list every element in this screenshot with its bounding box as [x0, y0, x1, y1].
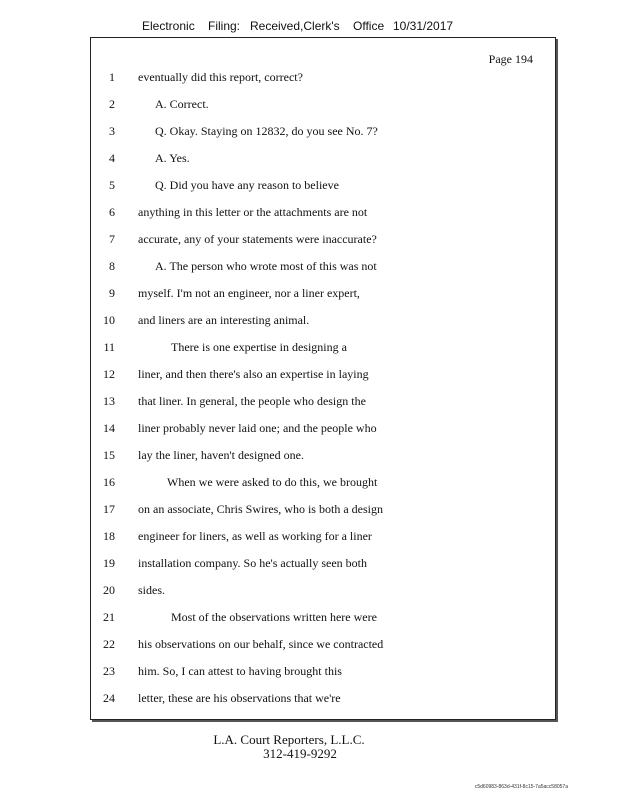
line-text: eventually did this report, correct?	[138, 70, 303, 84]
line-number: 7	[109, 232, 115, 246]
line-text: Q. Okay. Staying on 12832, do you see No. 7?	[155, 124, 378, 138]
line-number: 16	[103, 475, 115, 489]
line-number: 6	[109, 205, 115, 219]
line-text: A. Yes.	[155, 151, 190, 165]
line-text: installation company. So he's actually seen both	[138, 556, 368, 570]
line-number: 20	[103, 583, 115, 597]
line-text: liner probably never laid one; and the people who	[138, 421, 377, 435]
line-number: 24	[103, 691, 115, 705]
line-text: liner, and then there's also an expertise in laying	[138, 367, 369, 381]
line-number: 12	[103, 367, 115, 381]
line-text: anything in this letter or the attachments are not	[138, 205, 368, 219]
line-text: A. The person who wrote most of this was not	[155, 259, 377, 273]
line-number: 10	[103, 313, 115, 327]
line-number: 3	[109, 124, 115, 138]
line-number: 19	[103, 556, 115, 570]
reporter-footer	[0, 733, 618, 761]
line-text: his observations on our behalf, since we contracted	[138, 637, 384, 651]
line-number: 5	[109, 178, 115, 192]
line-number: 13	[103, 394, 115, 408]
line-text: There is one expertise in designing a	[171, 340, 347, 354]
line-text: engineer for liners, as well as working for a liner	[138, 529, 372, 543]
line-number: 8	[109, 259, 115, 273]
filing-word-electronic: Electronic	[142, 19, 195, 33]
line-text: him. So, I can attest to having brought this	[138, 664, 342, 678]
line-text: and liners are an interesting animal.	[138, 313, 310, 327]
line-text: A. Correct.	[155, 97, 209, 111]
line-number: 9	[109, 286, 115, 300]
transcript-page	[90, 37, 556, 720]
line-text: Most of the observations written here were	[171, 610, 377, 624]
reporter-company: L.A. Court Reporters, L.L.C.	[213, 732, 365, 747]
line-number: 17	[103, 502, 115, 516]
filing-word-office: Office	[353, 19, 385, 33]
line-text: myself. I'm not an engineer, nor a liner expert,	[138, 286, 360, 300]
line-number: 22	[103, 637, 115, 651]
page-number: Page 194	[488, 52, 533, 66]
line-number: 2	[109, 97, 115, 111]
line-text: on an associate, Chris Swires, who is both a design	[138, 502, 383, 516]
line-number: 14	[103, 421, 115, 435]
line-number: 23	[103, 664, 115, 678]
document-id: c5d60983-863d-431f-8c15-7a5acc58057a	[474, 784, 568, 790]
line-number: 21	[103, 610, 115, 624]
line-text: letter, these are his observations that we're	[138, 691, 341, 705]
line-text: lay the liner, haven't designed one.	[138, 448, 304, 462]
line-text: sides.	[138, 583, 165, 597]
line-text: When we were asked to do this, we brought	[167, 475, 378, 489]
reporter-phone: 312-419-9292	[263, 746, 337, 761]
filing-word-received: Received,Clerk's	[250, 19, 340, 33]
line-number: 4	[109, 151, 115, 165]
line-number: 18	[103, 529, 115, 543]
line-number: 11	[103, 340, 115, 354]
line-text: that liner. In general, the people who design the	[138, 394, 366, 408]
line-number: 15	[103, 448, 115, 462]
filing-stamp-header	[142, 19, 453, 33]
filing-date: 10/31/2017	[393, 19, 454, 33]
filing-word-filing: Filing:	[208, 19, 241, 33]
line-text: Q. Did you have any reason to believe	[155, 178, 339, 192]
line-text: accurate, any of your statements were inaccurate?	[138, 232, 377, 246]
line-number: 1	[109, 70, 115, 84]
